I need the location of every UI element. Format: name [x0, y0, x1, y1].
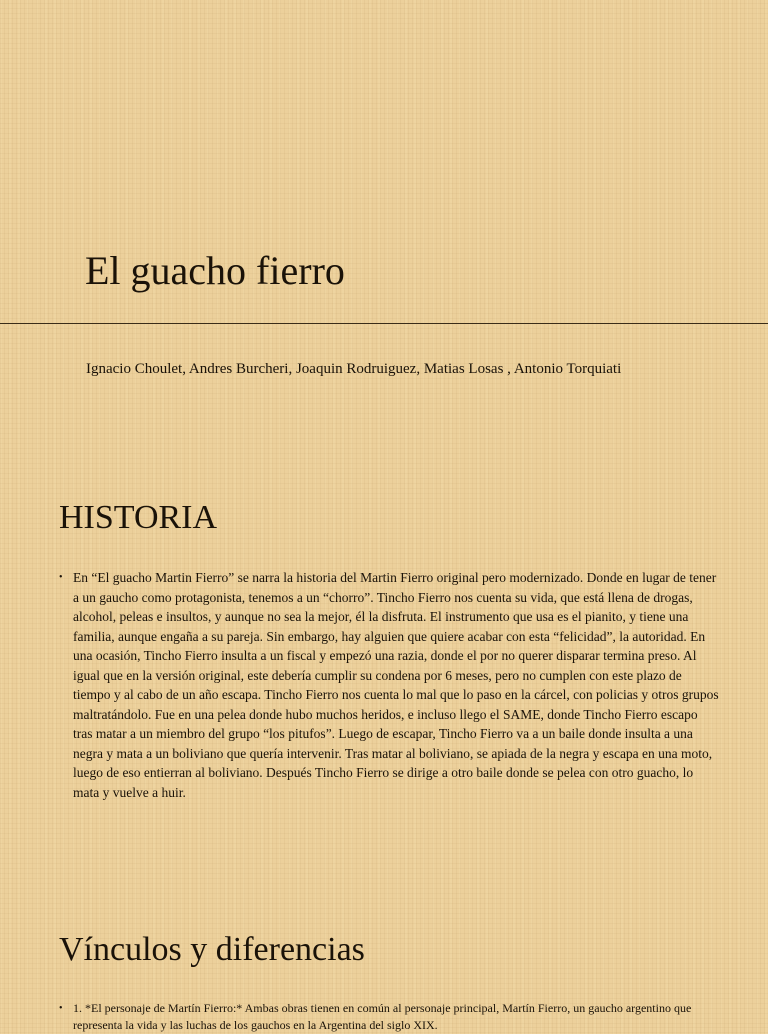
vinculos-bullet	[59, 1000, 719, 1034]
historia-heading: HISTORIA	[59, 499, 218, 536]
authors-text: Ignacio Choulet, Andres Burcheri, Joaquin Rodruiguez, Matias Losas , Antonio Torquiati	[86, 361, 622, 377]
title-divider	[0, 323, 768, 324]
bullet-marker: •	[59, 1003, 63, 1014]
historia-text: En “El guacho Martin Fierro” se narra la historia del Martin Fierro original pero modernizado. Donde en lugar de tener a un gaucho como protagonista, tenemos a un “chorro”. Tincho Fierro nos cuenta su vida, que está llena de drogas, alcohol, peleas e insultos, y aunque no sea la mejor, él la disfruta. El instrumento que usa es el pianito, y tiene una familia, aunque engaña a su pareja. Sin embargo, hay alguien que quiere acabar con esta “felicidad”, la autoridad. En una ocasión, Tincho Fierro insulta a un fiscal y empezó una razia, donde el por no querer disparar termina preso. Al igual que en la versión original, este debería cumplir su condena por 6 meses, pero no cumplen con este plazo de tiempo y al cabo de un año escapa. Tincho Fierro nos cuenta lo mal que lo paso en la cárcel, con policias y otros grupos maltratándolo. Fue en una pelea donde hubo muchos heridos, e incluso llego el SAME, donde Tincho Fierro escapo tras matar a un miembro del grupo “los pitufos”. Luego de escapar, Tincho Fierro va a un baile donde insulta a una negra y mata a un boliviano que quería intervenir. Tras matar al boliviano, se apiada de la negra y escapa en una moto, luego de eso entierran al boliviano. Después Tincho Fierro se dirige a otro baile donde se pelea con otro guacho, lo mata y vuelve a huir.	[73, 570, 719, 800]
vinculos-heading: Vínculos y diferencias	[59, 931, 365, 968]
presentation-title: El guacho fierro	[85, 248, 345, 293]
bullet-marker: •	[59, 572, 63, 583]
historia-bullet	[59, 568, 719, 802]
vinculos-text: 1. *El personaje de Martín Fierro:* Ambas obras tienen en común al personaje principal, Martín Fierro, un gaucho argentino que representa la vida y las luchas de los gauchos en la Argentina del siglo XIX.	[73, 1001, 692, 1032]
